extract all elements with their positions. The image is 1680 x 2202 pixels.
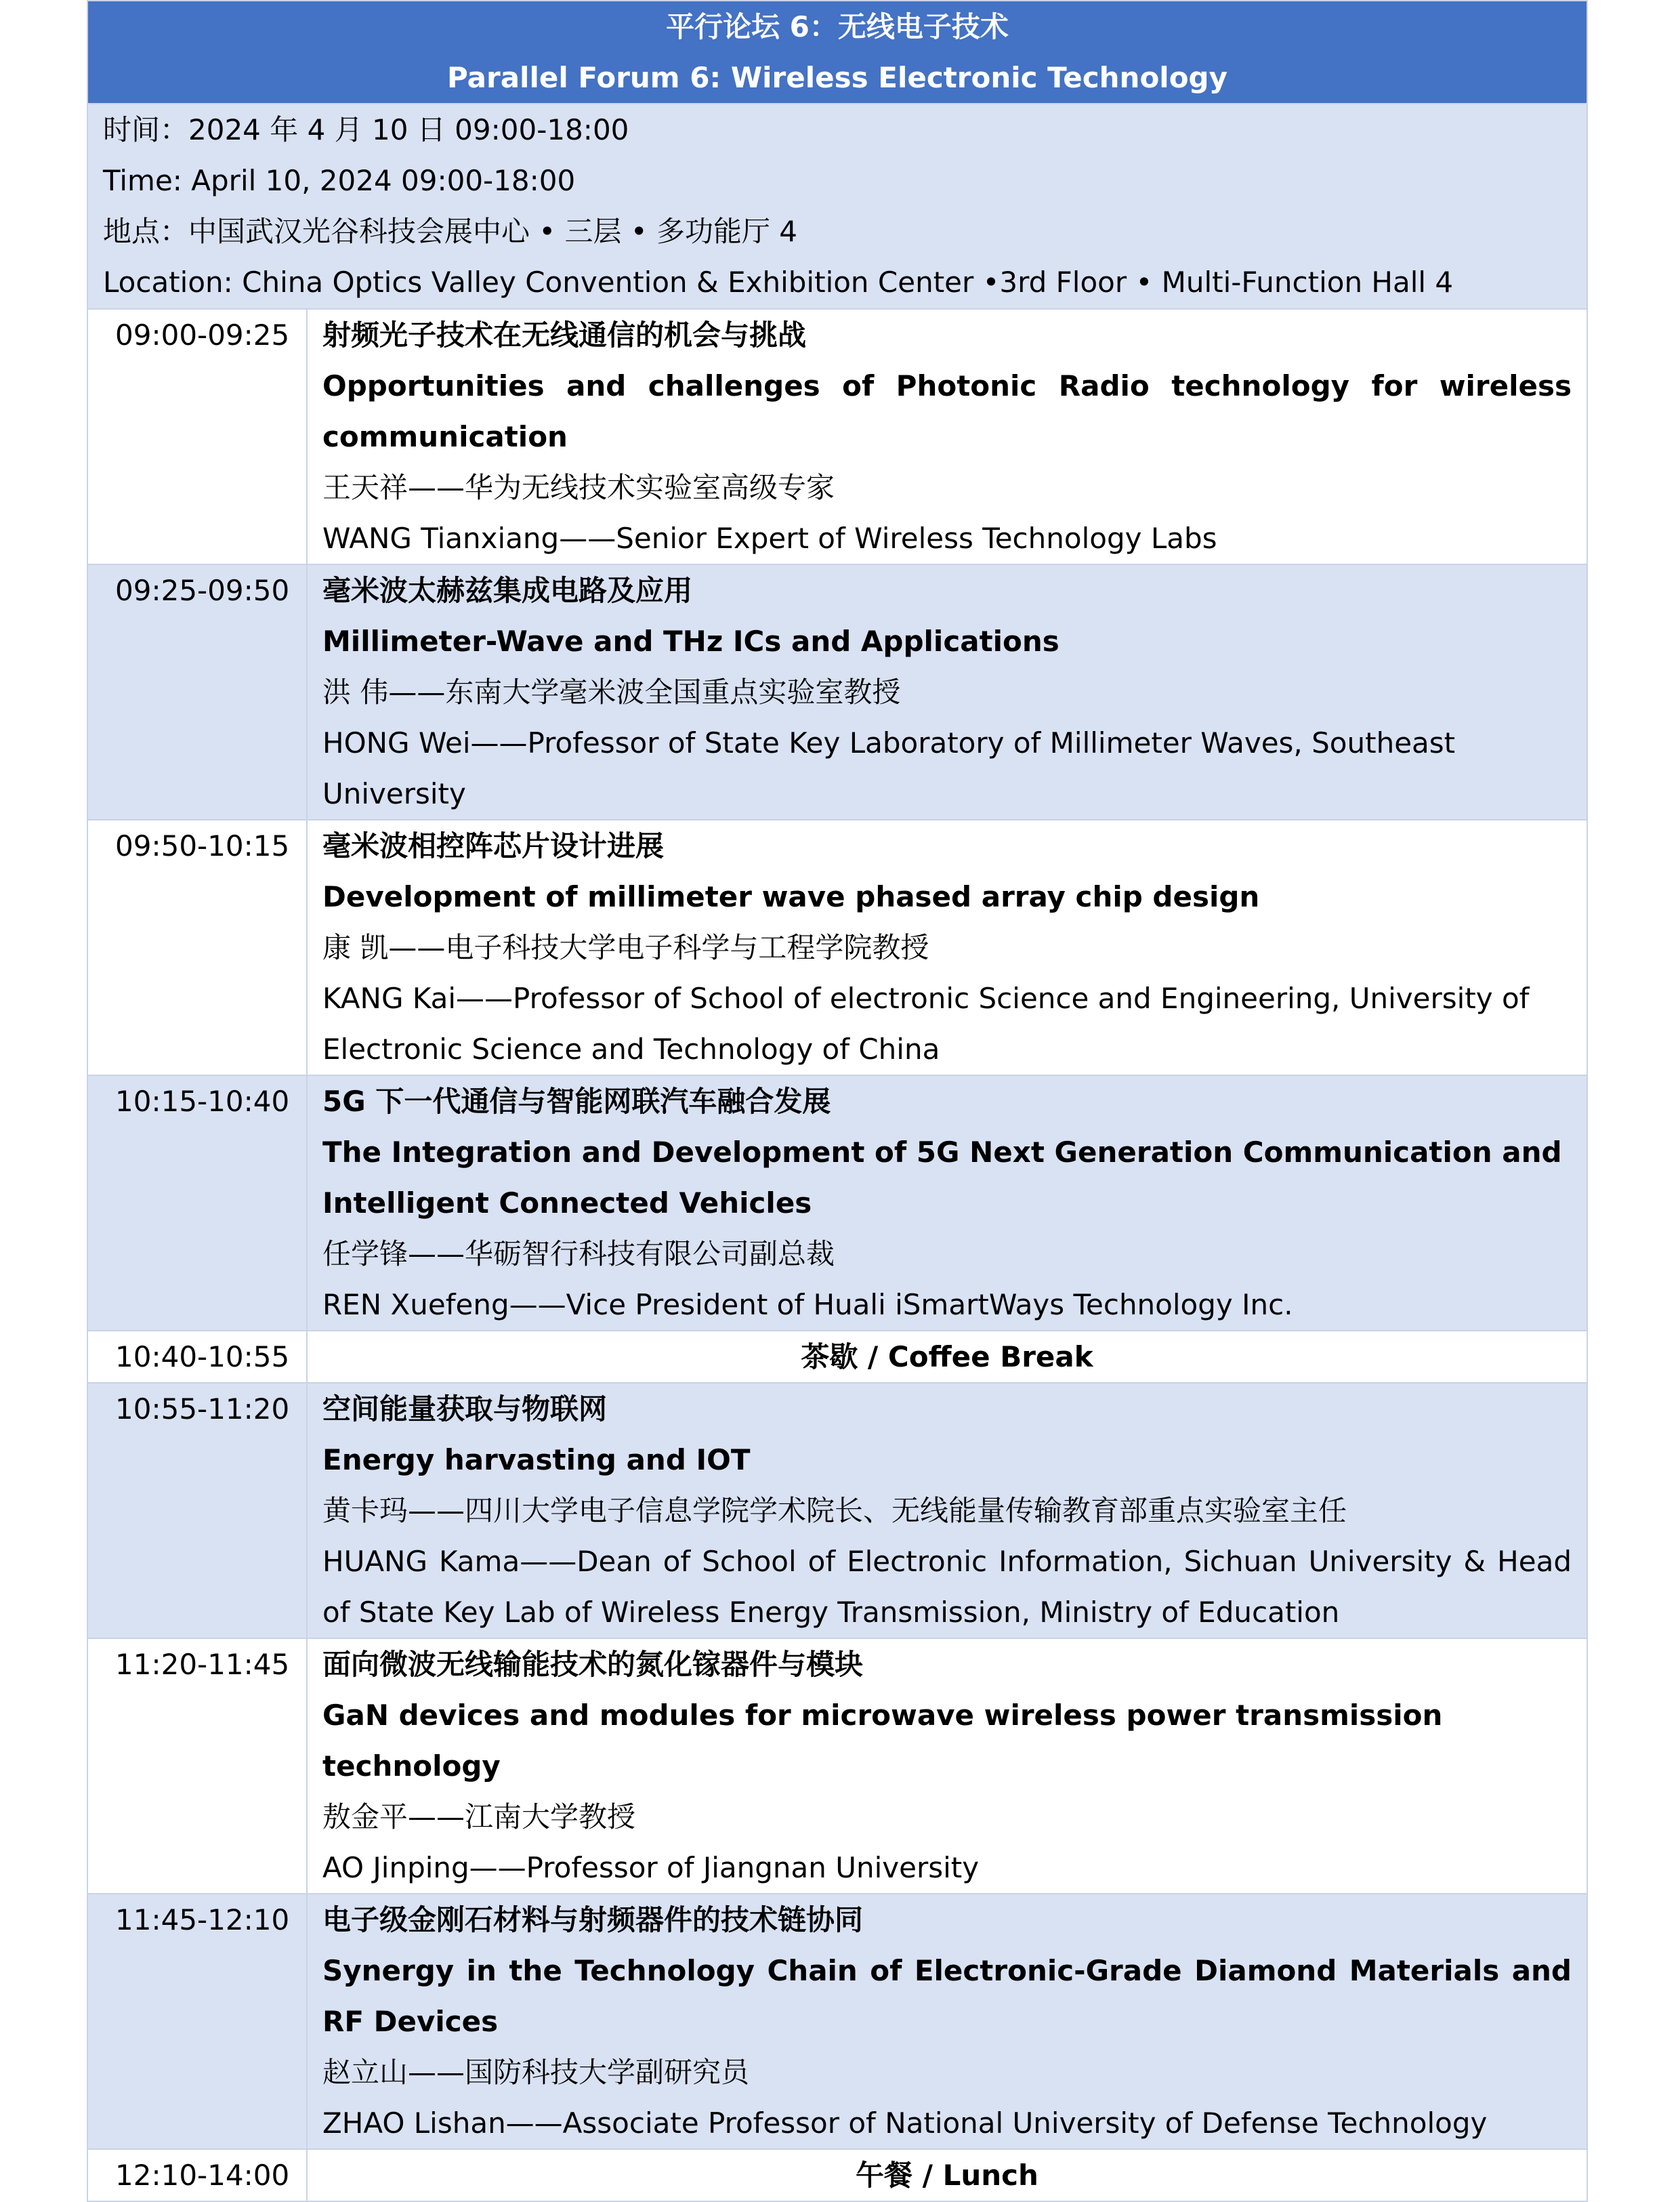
forum-title-cn: 平行论坛 6：无线电子技术: [666, 10, 1009, 43]
speaker-en: ZHAO Lishan——Associate Professor of National University of Defense Technology: [322, 2106, 1488, 2140]
speaker-cn: 任学锋——华砺智行科技有限公司副总裁: [322, 1237, 835, 1270]
session-title-en: The Integration and Development of 5G Next Generation Communication and Intelligent Connected Vehicles: [322, 1136, 1562, 1220]
session-title-en: Synergy in the Technology Chain of Electronic-Grade Diamond Materials and RF Devices: [322, 1954, 1572, 2038]
coffee-break-label: 茶歇 / Coffee Break: [307, 1331, 1587, 1383]
speaker-cn: 康 凯——电子科技大学电子科学与工程学院教授: [322, 931, 929, 964]
session-row: [87, 1383, 1587, 1638]
session-title-cn: 电子级金刚石材料与射频器件的技术链协同: [322, 1903, 864, 1936]
break-time: 12:10-14:00: [87, 2149, 307, 2201]
session-row: [87, 820, 1587, 1075]
session-title-en: Opportunities and challenges of Photonic Radio technology for wireless communication: [322, 369, 1572, 453]
session-content: [307, 1894, 1587, 2149]
session-time: 10:15-10:40: [87, 1075, 307, 1331]
session-title-cn: 空间能量获取与物联网: [322, 1392, 608, 1426]
lunch-label: 午餐 / Lunch: [307, 2149, 1587, 2201]
session-row: [87, 309, 1587, 564]
session-content: [307, 1638, 1587, 1894]
time-en: Time: April 10, 2024 09:00-18:00: [103, 164, 576, 197]
speaker-cn: 敖金平——江南大学教授: [322, 1800, 636, 1833]
session-title-en: Development of millimeter wave phased array chip design: [322, 880, 1260, 913]
speaker-en: REN Xuefeng——Vice President of Huali iSmartWays Technology Inc.: [322, 1288, 1293, 1321]
speaker-cn: 赵立山——国防科技大学副研究员: [322, 2056, 750, 2089]
session-title-cn: 5G 下一代通信与智能网联汽车融合发展: [322, 1085, 831, 1118]
forum-info-row: [87, 104, 1587, 309]
speaker-en: AO Jinping——Professor of Jiangnan University: [322, 1851, 980, 1884]
forum-header: [87, 1, 1587, 104]
session-title-en: Energy harvasting and IOT: [322, 1443, 751, 1476]
session-title-cn: 毫米波相控阵芯片设计进展: [322, 829, 665, 863]
session-time: 09:00-09:25: [87, 309, 307, 564]
speaker-cn: 黄卡玛——四川大学电子信息学院学术院长、无线能量传输教育部重点实验室主任: [322, 1494, 1347, 1527]
session-row: [87, 1075, 1587, 1331]
speaker-en: WANG Tianxiang——Senior Expert of Wireless Technology Labs: [322, 522, 1217, 555]
speaker-cn: 洪 伟——东南大学毫米波全国重点实验室教授: [322, 676, 901, 709]
session-time: 11:20-11:45: [87, 1638, 307, 1894]
session-title-cn: 毫米波太赫兹集成电路及应用: [322, 574, 693, 607]
session-time: 11:45-12:10: [87, 1894, 307, 2149]
break-row: [87, 1331, 1587, 1383]
session-content: [307, 564, 1587, 820]
session-content: [307, 1383, 1587, 1638]
agenda-table: [87, 0, 1588, 2202]
time-cn: 时间：2024 年 4 月 10 日 09:00-18:00: [103, 113, 629, 146]
session-title-cn: 射频光子技术在无线通信的机会与挑战: [322, 318, 807, 352]
session-content: [307, 1075, 1587, 1331]
session-title-en: GaN devices and modules for microwave wireless power transmission technology: [322, 1699, 1443, 1783]
session-row: [87, 1894, 1587, 2149]
session-row: [87, 1638, 1587, 1894]
session-time: 10:55-11:20: [87, 1383, 307, 1638]
forum-info: [87, 104, 1587, 309]
session-title-cn: 面向微波无线输能技术的氮化镓器件与模块: [322, 1648, 864, 1681]
session-content: [307, 820, 1587, 1075]
session-content: [307, 309, 1587, 564]
session-title-en: Millimeter-Wave and THz ICs and Applications: [322, 625, 1059, 658]
forum-header-row: [87, 1, 1587, 104]
forum-title-en: Parallel Forum 6: Wireless Electronic Technology: [447, 61, 1227, 94]
location-cn: 地点：中国武汉光谷科技会展中心 • 三层 • 多功能厅 4: [103, 215, 798, 248]
speaker-en: KANG Kai——Professor of School of electronic Science and Engineering, University of Electronic Science and Technology of China: [322, 982, 1530, 1066]
break-time: 10:40-10:55: [87, 1331, 307, 1383]
session-row: [87, 564, 1587, 820]
break-row: [87, 2149, 1587, 2201]
session-time: 09:50-10:15: [87, 820, 307, 1075]
speaker-cn: 王天祥——华为无线技术实验室高级专家: [322, 471, 835, 504]
location-en: Location: China Optics Valley Convention & Exhibition Center •3rd Floor • Multi-Function Hall 4: [103, 266, 1454, 299]
session-time: 09:25-09:50: [87, 564, 307, 820]
speaker-en: HUANG Kama——Dean of School of Electronic Information, Sichuan University & Head of State Key Lab of Wireless Energy Transmission, Ministry of Education: [322, 1545, 1572, 1629]
speaker-en: HONG Wei——Professor of State Key Laboratory of Millimeter Waves, Southeast University: [322, 726, 1456, 810]
